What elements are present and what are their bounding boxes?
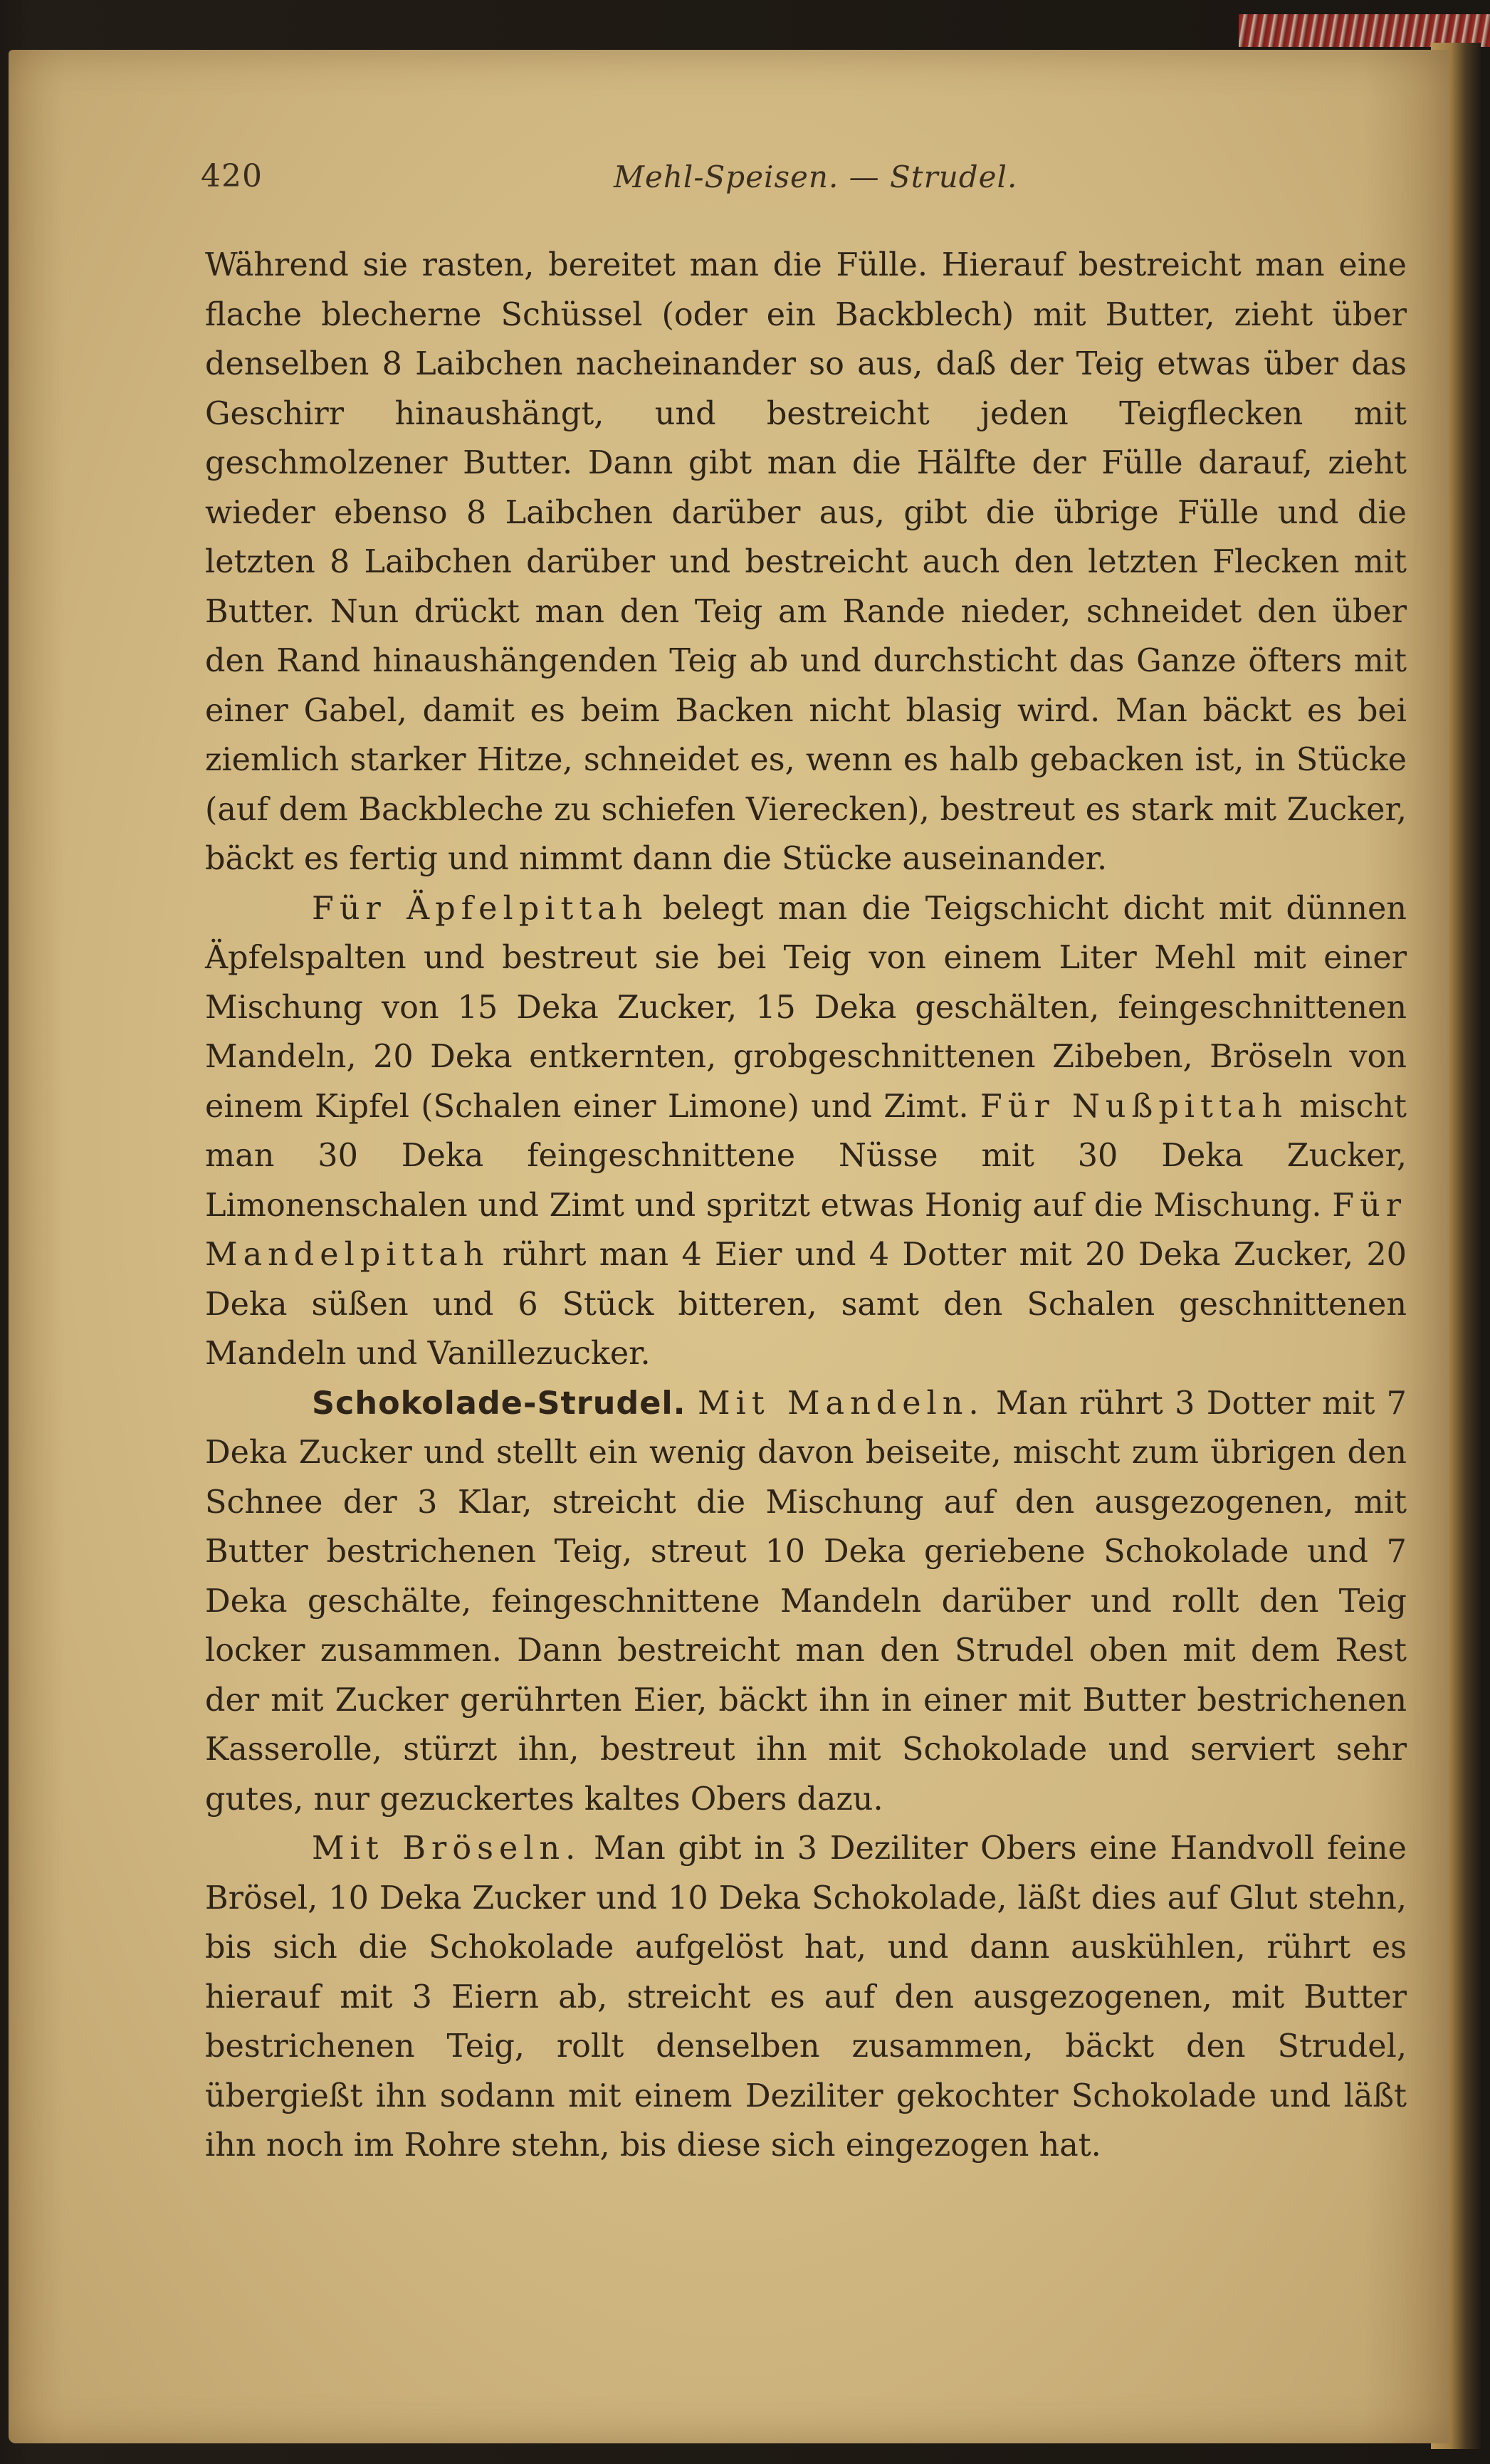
paragraph-schokolade-strudel: [205, 1379, 1407, 1825]
text-mit-broeseln: Man gibt in 3 Deziliter Obers eine Handvoll feine Brösel, 10 Deka Zucker und 10 Deka Schokolade, läßt dies auf Glut stehn, bis sich die Schokolade aufgelöst hat, und dann auskühlen, rührt es hierauf mit 3 Eiern ab, streicht es auf den ausgezogenen, mit Butter bestrichenen Teig, rollt denselben zusammen, bäckt den Strudel, übergießt ihn sodann mit einem Deziliter gekochter Schokolade und läßt ihn noch im Rohre stehn, bis diese sich eingezogen hat.: [205, 1830, 1407, 2164]
term-nusspittah: Für Nußpittah: [980, 1088, 1288, 1125]
text-mit-mandeln: Man rührt 3 Dotter mit 7 Deka Zucker und stellt ein wenig davon beiseite, mischt zum übrigen den Schnee der 3 Klar, streicht die Mischung auf den ausgezogenen, mit Butter bestrichenen Teig, streut 10 Deka geriebene Schokolade und 7 Deka geschälte, feingeschnittene Mandeln darüber und rollt den Teig locker zusammen. Dann bestreicht man den Strudel oben mit dem Rest der mit Zucker gerührten Eier, bäckt ihn in einer mit Butter bestrichenen Kasserolle, stürzt ihn, bestreut ihn mit Schokolade und serviert sehr gutes, nur gezuckertes kaltes Obers dazu.: [205, 1385, 1407, 1818]
text-mandelpittah: rührt man 4 Eier und 4 Dotter mit 20 Deka Zucker, 20 Deka süßen und 6 Stück bitteren, samt den Schalen geschnittenen Mandeln und Vanillezucker.: [205, 1237, 1407, 1372]
subheading-mit-broeseln: Mit Bröseln.: [312, 1830, 582, 1867]
paragraph-pittah: [205, 884, 1407, 1379]
subheading-mit-mandeln: Mit Mandeln.: [697, 1385, 985, 1422]
paragraph-mit-broeseln: [205, 1824, 1407, 2171]
page-header: [201, 158, 1397, 201]
paragraph-fuelle: [205, 241, 1407, 884]
recipe-heading: Schokolade-Strudel.: [312, 1385, 686, 1422]
body-text: [205, 241, 1407, 2171]
paragraph-fuelle-text: Während sie rasten, bereitet man die Fülle. Hierauf bestreicht man eine flache blecherne Schüssel (oder ein Backblech) mit Butter, zieht über denselben 8 Laibchen nacheinander so aus, daß der Teig etwas über das Geschirr hinaushängt, und bestreicht jeden Teigflecken mit geschmolzener Butter. Dann gibt man die Hälfte der Fülle darauf, zieht wieder ebenso 8 Laibchen darüber aus, gibt die übrige Fülle und die letzten 8 Laibchen darüber und bestreicht auch den letzten Flecken mit Butter. Nun drückt man den Teig am Rande nieder, schneidet den über den Rand hinaushängenden Teig ab und durchsticht das Ganze öfters mit einer Gabel, damit es beim Backen nicht blasig wird. Man bäckt es bei ziemlich starker Hitze, schneidet es, wenn es halb gebacken ist, in Stücke (auf dem Backbleche zu schiefen Vierecken), bestreut es stark mit Zucker, bäckt es fertig und nimmt dann die Stücke auseinander.: [205, 247, 1407, 877]
running-title: Mehl-Speisen. — Strudel.: [614, 159, 1018, 194]
text-aepfelpittah: belegt man die Teigschicht dicht mit dünnen Äpfelspalten und bestreut sie bei Teig von einem Liter Mehl mit einer Mischung von 15 Deka Zucker, 15 Deka geschälten, feingeschnittenen Mandeln, 20 Deka entkernten, grobgeschnittenen Zibeben, Bröseln von einem Kipfel (Schalen einer Limone) und Zimt.: [205, 890, 1407, 1125]
term-mandelpittah: Für Mandelpittah: [205, 1187, 1407, 1273]
term-aepfelpittah: Für Äpfelpittah: [312, 890, 649, 927]
page-number: 420: [201, 158, 263, 194]
text-nusspittah: mischt man 30 Deka feingeschnittene Nüsse mit 30 Deka Zucker, Limonenschalen und Zimt und spritzt etwas Honig auf die Mischung.: [205, 1088, 1407, 1224]
